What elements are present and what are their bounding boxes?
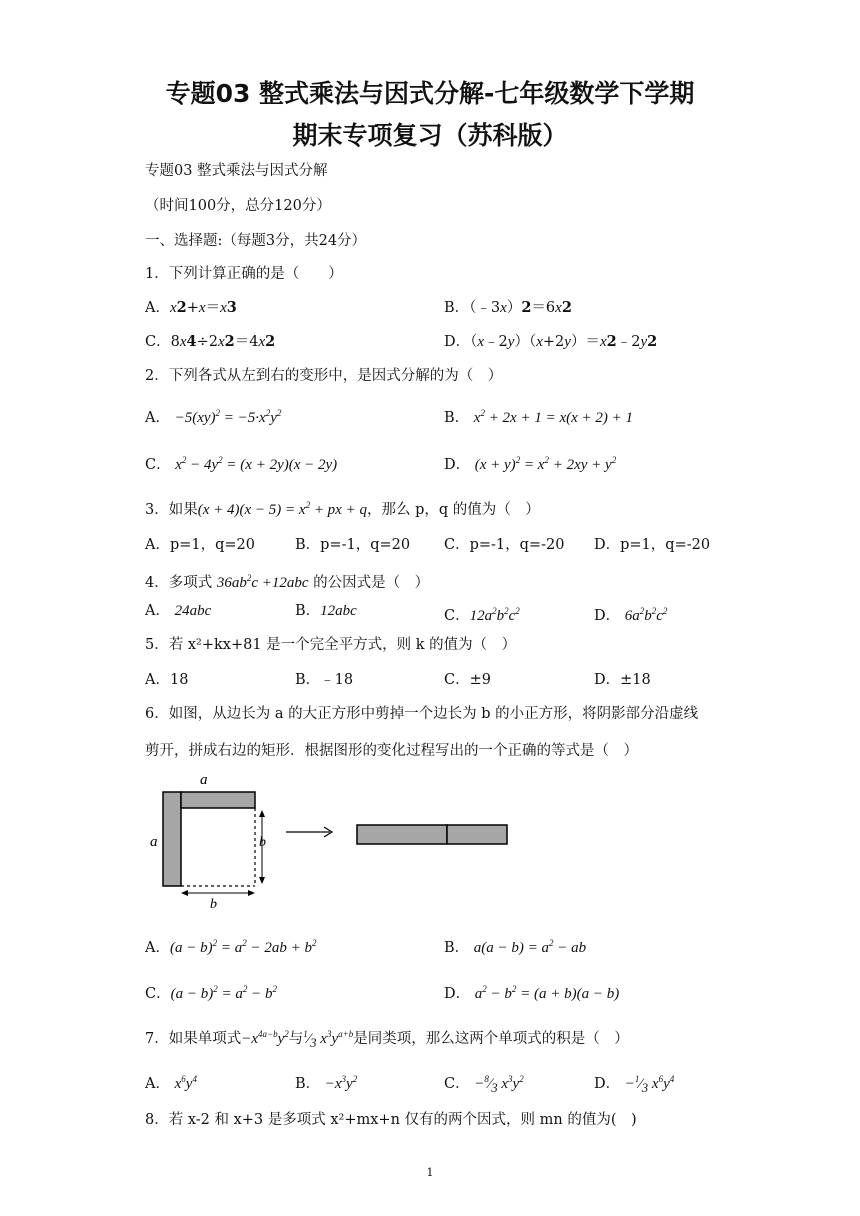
q7-option-a: A． $x^6y^4$ (145, 1074, 197, 1092)
q6-option-d: D． $a^2 - b^2 = (a + b)(a - b)$ (444, 984, 620, 1002)
q6-option-c: C．$(a - b)^2 = a^2 - b^2$ (145, 984, 277, 1002)
q7-option-c: C． $-^8⁄_3$ $x^3y^2$ (444, 1074, 524, 1095)
q6-stem-line1: 6．如图，从边长为 a 的大正方形中剪掉一个边长为 b 的小正方形，将阴影部分沿虚线 (145, 706, 699, 722)
q1-option-b: B．（﹣3x）2＝6x2 (444, 299, 572, 316)
q1-option-d: D．（x﹣2y）（x+2y）＝x2﹣2y2 (444, 333, 658, 350)
q1-option-a: A．x2+x＝x3 (145, 299, 237, 316)
q6-stem-line2: 剪开，拼成右边的矩形．根据图形的变化过程写出的一个正确的等式是（ ） (145, 743, 638, 759)
fig-label-b-bottom: b (210, 897, 217, 912)
q7-stem: 7．如果单项式$-x^{4a-b}y^2$与$^1⁄_3$ $x^3y^{a+b}$是同类项，那么这两个单项式的积是（ ） (145, 1029, 629, 1050)
q3-option-d: D．p=1，q=-20 (594, 537, 711, 553)
q2-option-d: D． $(x + y)^2 = x^2 + 2xy + y^2$ (444, 455, 617, 473)
q5-option-a: A．18 (145, 672, 189, 688)
q6-option-b: B． $a(a - b) = a^2$ − ab (444, 938, 587, 956)
q7-option-b: B． $-x^3y^2$ (295, 1074, 358, 1092)
shaded-strip-left (163, 792, 181, 886)
q7-option-d: D． $-^1⁄_3$ $x^6y^4$ (594, 1074, 675, 1095)
q1-stem: 1．下列计算正确的是（ ） (145, 266, 343, 282)
section-heading: 一、选择题:（每题3分，共24分） (145, 233, 367, 249)
doc-title-line1: 专题03 整式乘法与因式分解-七年级数学下学期 (165, 79, 695, 108)
q5-option-c: C．±9 (444, 672, 491, 688)
rect-right-half (447, 825, 507, 844)
q2-option-a: A． $-5(xy)^2 = -5\cdot x^2y^2$ (145, 408, 282, 426)
q6-figure (140, 766, 520, 916)
q6-option-a: A．$(a - b)^2 = a^2 - 2ab + b^2$ (145, 938, 317, 956)
q4-option-b: B．12abc (295, 603, 357, 619)
dim-arrow-down (259, 877, 265, 884)
q4-option-d: D． $6a^2b^2c^2$ (594, 606, 668, 624)
fig-label-b-right: b (259, 835, 266, 850)
time-info: （时间100分，总分120分） (145, 198, 331, 214)
q4-option-c: C．$12a^2b^2c^2$ (444, 606, 520, 624)
fig-label-a-top: a (200, 772, 208, 788)
rect-left-half (357, 825, 447, 844)
q4-stem: 4．多项式 $36ab^2c +12abc$ 的公因式是（ ） (145, 573, 430, 591)
q5-option-b: B．﹣18 (295, 672, 354, 688)
q3-option-a: A．p=1，q=20 (145, 537, 256, 553)
q3-stem: 3．如果$(x + 4)(x - 5) = x^2$ + px + q，那么 p，q 的值为（ ） (145, 500, 540, 518)
q3-option-b: B．p=-1，q=20 (295, 537, 411, 553)
dim-arrow-right (248, 890, 255, 896)
subtitle: 专题03 整式乘法与因式分解 (145, 163, 328, 179)
fig-label-a-left: a (150, 834, 158, 850)
q2-option-b: B． $x^2 + 2x + 1 = x(x + 2) + 1$ (444, 408, 634, 426)
dim-arrow-up (259, 810, 265, 817)
q3-option-c: C．p=-1，q=-20 (444, 537, 565, 553)
shaded-strip-top (181, 792, 255, 808)
q5-option-d: D．±18 (594, 672, 651, 688)
q2-stem: 2．下列各式从左到右的变形中，是因式分解的为（ ） (145, 368, 503, 384)
page-number: 1 (426, 1166, 434, 1179)
q2-option-c: C． $x^2 - 4y^2 = (x + 2y)(x - 2y)$ (145, 455, 338, 473)
q5-stem: 5．若 x²+kx+81 是一个完全平方式，则 k 的值为（ ） (145, 637, 517, 653)
doc-title-line2: 期末专项复习（苏科版） (292, 121, 568, 150)
q8-stem: 8．若 x-2 和 x+3 是多项式 x²+mx+n 仅有的两个因式，则 mn 的值为( ) (145, 1112, 637, 1128)
dim-arrow-left (181, 890, 188, 896)
q4-option-a: A． 24abc (145, 603, 212, 619)
q1-option-c: C．8x4÷2x2＝4x2 (145, 333, 276, 350)
